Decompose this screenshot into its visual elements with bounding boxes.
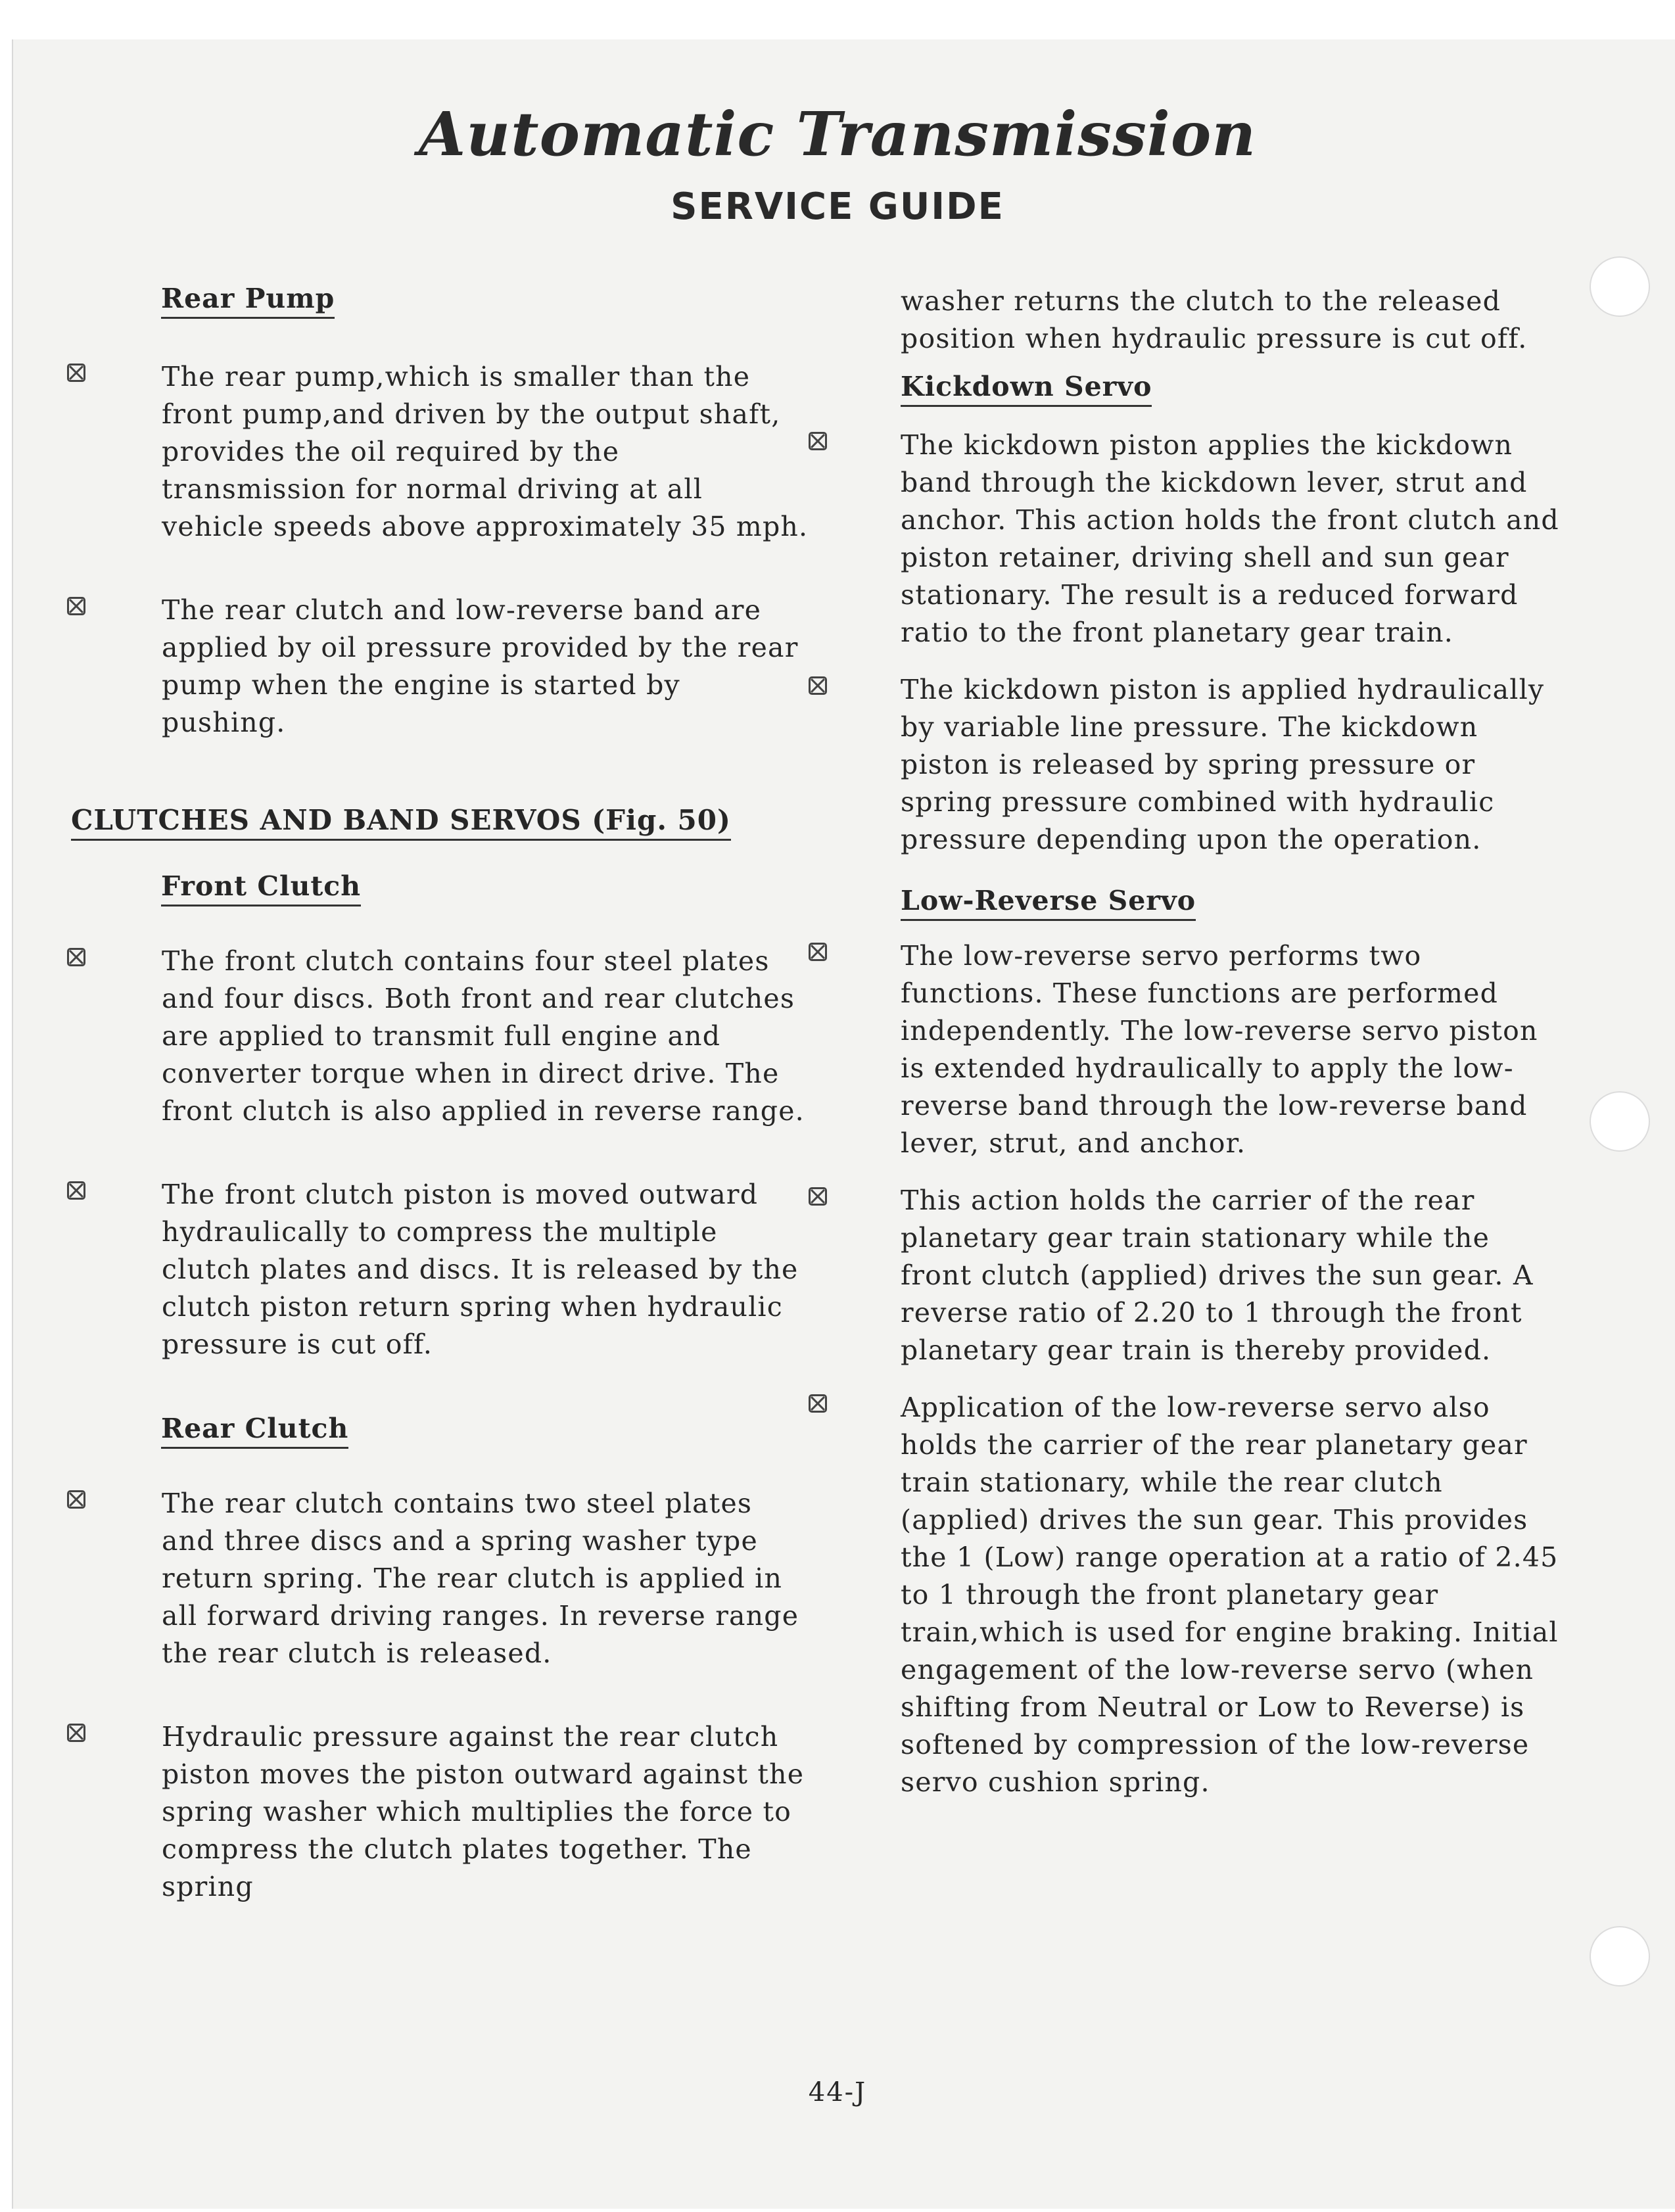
- kickdown-servo-heading: Kickdown Servo: [901, 371, 1152, 407]
- checkbox-bullet-icon: [809, 1394, 827, 1413]
- front-clutch-heading: Front Clutch: [161, 870, 361, 906]
- paragraph-text: The rear pump,which is smaller than the front pump,and driven by the output shaft, provides the oil required by the transmission for normal driving at all vehicle speeds above approximately 35 mph.: [162, 361, 809, 542]
- low-reverse-paragraph-2: [861, 1182, 1565, 1369]
- punch-hole-middle: [1590, 1091, 1650, 1152]
- low-reverse-paragraph-1: [861, 937, 1565, 1162]
- paragraph-text: The rear clutch contains two steel plates and three discs and a spring washer type return spring. The rear clutch is applied in all forward driving ranges. In reverse range the rear clutch is released.: [162, 1488, 799, 1669]
- checkbox-bullet-icon: [67, 948, 85, 966]
- paragraph-text: Application of the low-reverse servo also holds the carrier of the rear planetary gear train stationary, while the rear clutch (applied) drives the sun gear. This provides the 1 (Low) range operation at a ratio of 2.45 to 1 through the front planetary gear train,which is used for engine braking. Initial engagement of the low-reverse servo (when shifting from Neutral or Low to Reverse) is softened by compression of the low-reverse servo cushion spring.: [901, 1392, 1559, 1798]
- checkbox-bullet-icon: [809, 943, 827, 961]
- rear-clutch-paragraph-1: [39, 1485, 809, 1672]
- checkbox-bullet-icon: [809, 432, 827, 450]
- low-reverse-servo-heading: Low-Reverse Servo: [901, 885, 1196, 921]
- checkbox-bullet-icon: [67, 364, 85, 382]
- paragraph-text: The kickdown piston applies the kickdown band through the kickdown lever, strut and anchor. This action holds the front clutch and piston retainer, driving shell and sun gear stationary. The result is a reduced forward ratio to the front planetary gear train.: [901, 429, 1559, 648]
- page-title: Automatic Transmission: [418, 99, 1257, 170]
- left-column: [39, 283, 809, 1906]
- checkbox-bullet-icon: [67, 1490, 85, 1509]
- rear-pump-paragraph-1: [39, 358, 809, 546]
- rear-pump-paragraph-2: [39, 592, 809, 741]
- checkbox-bullet-icon: [809, 676, 827, 695]
- front-clutch-paragraph-2: [39, 1176, 809, 1363]
- low-reverse-paragraph-3: [861, 1389, 1565, 1801]
- checkbox-bullet-icon: [67, 597, 85, 615]
- rear-pump-heading: Rear Pump: [161, 283, 335, 319]
- page-subtitle: SERVICE GUIDE: [671, 185, 1004, 228]
- rear-clutch-paragraph-2: [39, 1718, 809, 1906]
- kickdown-paragraph-1: [861, 427, 1565, 651]
- right-column: [861, 283, 1565, 1801]
- paragraph-text: washer returns the clutch to the released position when hydraulic pressure is cut off.: [901, 285, 1528, 354]
- paragraph-text: The low-reverse servo performs two functions. These functions are performed independently. The low-reverse servo piston is extended hydraulically to apply the low-reverse band through the low-reverse band lever, strut, and anchor.: [901, 940, 1538, 1159]
- paragraph-text: The rear clutch and low-reverse band are applied by oil pressure provided by the rear pump when the engine is started by pushing.: [162, 594, 799, 738]
- punch-hole-bottom: [1590, 1926, 1650, 1987]
- section-heading: CLUTCHES AND BAND SERVOS (Fig. 50): [71, 804, 731, 841]
- checkbox-bullet-icon: [67, 1181, 85, 1200]
- front-clutch-paragraph-1: [39, 943, 809, 1130]
- paragraph-text: This action holds the carrier of the rear planetary gear train stationary while the front clutch (applied) drives the sun gear. A reverse ratio of 2.20 to 1 through the front planetary gear train is thereby provided.: [901, 1185, 1534, 1366]
- page-number: 44-J: [808, 2077, 867, 2107]
- rear-clutch-heading: Rear Clutch: [161, 1413, 348, 1449]
- continuation-paragraph: [861, 283, 1565, 358]
- punch-hole-top: [1590, 256, 1650, 317]
- checkbox-bullet-icon: [809, 1187, 827, 1206]
- paragraph-text: The front clutch contains four steel plates and four discs. Both front and rear clutches are applied to transmit full engine and converter torque when in direct drive. The front clutch is also applied in reverse range.: [162, 945, 805, 1127]
- paragraph-text: Hydraulic pressure against the rear clutch piston moves the piston outward against the spring washer which multiplies the force to compress the clutch plates together. The spring: [162, 1721, 805, 1902]
- checkbox-bullet-icon: [67, 1724, 85, 1742]
- paragraph-text: The front clutch piston is moved outward hydraulically to compress the multiple clutch plates and discs. It is released by the clutch piston return spring when hydraulic pressure is cut off.: [162, 1179, 799, 1360]
- paragraph-text: The kickdown piston is applied hydraulically by variable line pressure. The kickdown piston is released by spring pressure or spring pressure combined with hydraulic pressure depending upon the operation.: [901, 674, 1545, 855]
- kickdown-paragraph-2: [861, 671, 1565, 859]
